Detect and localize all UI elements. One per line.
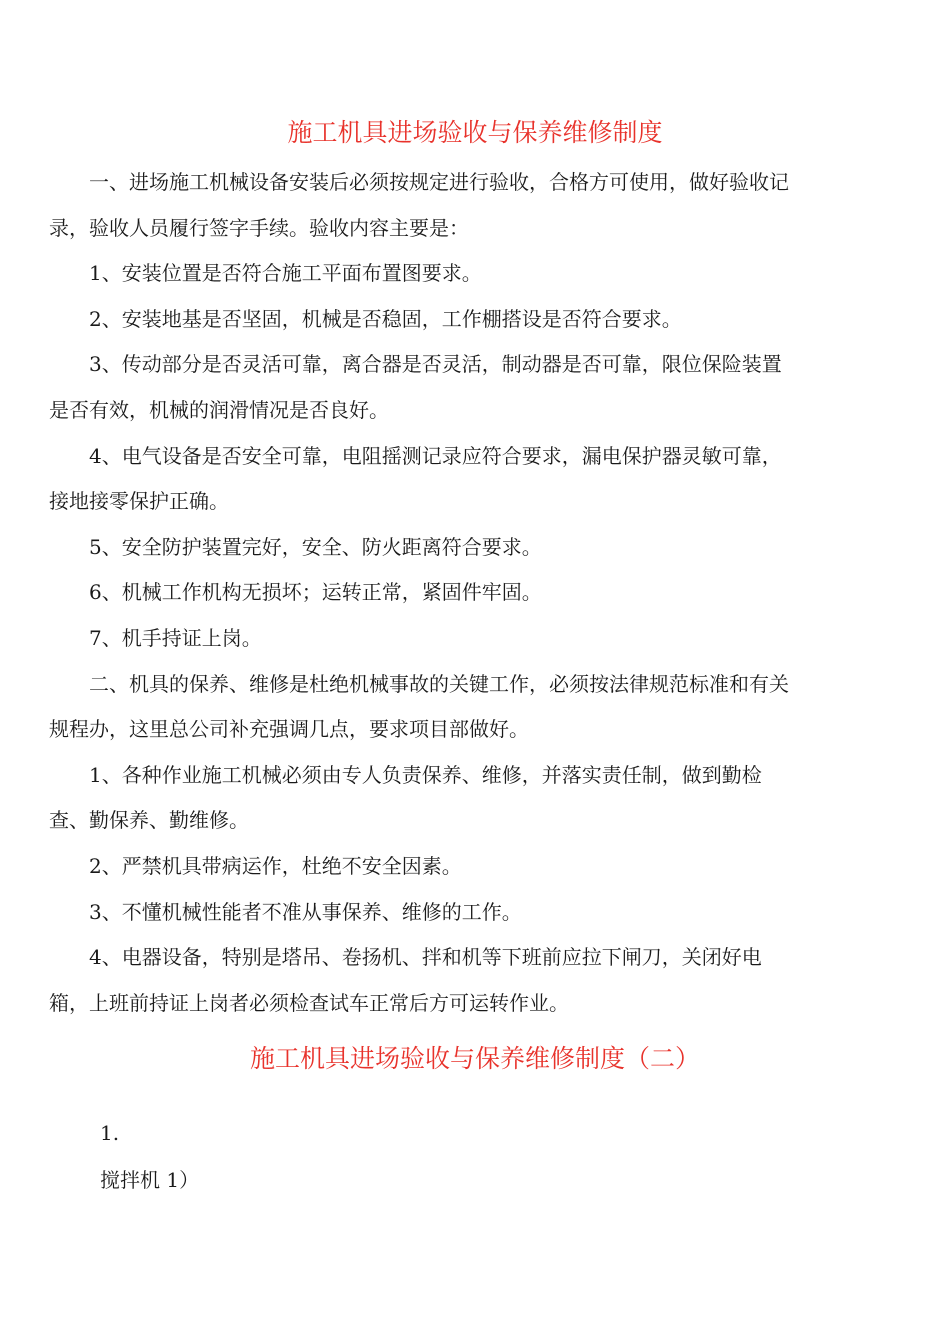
list-number: 1. — [100, 1121, 120, 1145]
paragraph-line: 查、勤保养、勤维修。 — [49, 808, 249, 833]
paragraph — [49, 753, 897, 844]
document-title: 施工机具进场验收与保养维修制度 — [287, 118, 663, 147]
paragraph-line: 2、安装地基是否坚固，机械是否稳固，工作棚搭设是否符合要求。 — [89, 306, 682, 331]
paragraph — [49, 434, 897, 525]
paragraph — [49, 525, 897, 571]
paragraph — [49, 616, 897, 662]
paragraph — [49, 844, 897, 890]
paragraph-line: 5、安全防护装置完好，安全、防火距离符合要求。 — [89, 534, 542, 559]
paragraph-line: 2、严禁机具带病运作，杜绝不安全因素。 — [89, 853, 462, 878]
paragraph — [49, 935, 897, 1026]
paragraph-line: 一、进场施工机械设备安装后必须按规定进行验收，合格方可使用，做好验收记 — [89, 170, 789, 194]
paragraph-line: 7、机手持证上岗。 — [89, 625, 262, 650]
paragraph-line: 1、各种作业施工机械必须由专人负责保养、维修，并落实责任制，做到勤检 — [89, 762, 762, 787]
paragraph-line: 接地接零保护正确。 — [49, 489, 229, 514]
paragraph-line: 3、不懂机械性能者不准从事保养、维修的工作。 — [89, 899, 522, 924]
paragraph — [49, 570, 897, 616]
paragraph — [49, 251, 897, 297]
paragraph — [49, 662, 897, 753]
paragraph-line: 是否有效，机械的润滑情况是否良好。 — [49, 397, 389, 422]
paragraph-line: 4、电气设备是否安全可靠，电阻摇测记录应符合要求，漏电保护器灵敏可靠， — [89, 443, 782, 468]
paragraph-line: 3、传动部分是否灵活可靠，离合器是否灵活，制动器是否可靠，限位保险装置 — [89, 352, 782, 377]
list-item-mixer: 搅拌机 1） — [100, 1168, 200, 1192]
document-body — [49, 160, 897, 1026]
paragraph — [49, 342, 897, 433]
paragraph-line: 6、机械工作机构无损坏；运转正常，紧固件牢固。 — [89, 580, 542, 605]
paragraph-line: 规程办，这里总公司补充强调几点，要求项目部做好。 — [49, 717, 529, 742]
section-title-2: 施工机具进场验收与保养维修制度（二） — [249, 1044, 700, 1073]
paragraph — [49, 297, 897, 343]
paragraph — [49, 890, 897, 936]
paragraph-line: 箱，上班前持证上岗者必须检查试车正常后方可运转作业。 — [49, 990, 569, 1015]
paragraph-line: 1、安装位置是否符合施工平面布置图要求。 — [89, 261, 482, 286]
paragraph-line: 录，验收人员履行签字手续。验收内容主要是： — [49, 215, 469, 240]
paragraph-line: 二、机具的保养、维修是杜绝机械事故的关键工作，必须按法律规范标准和有关 — [89, 671, 789, 696]
paragraph-line: 4、电器设备，特别是塔吊、卷扬机、拌和机等下班前应拉下闸刀，关闭好电 — [89, 945, 762, 970]
paragraph — [49, 160, 897, 251]
